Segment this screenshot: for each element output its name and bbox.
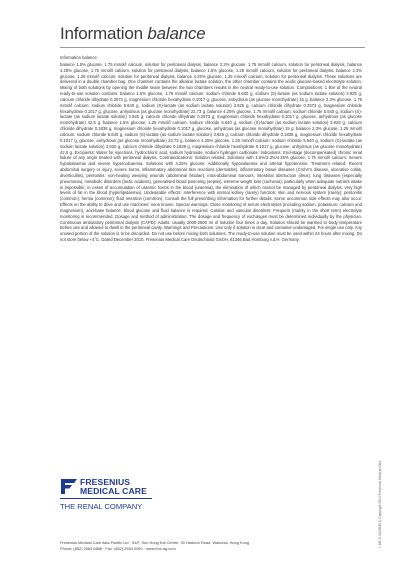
logo-divider (60, 498, 152, 499)
title-divider (60, 47, 365, 48)
logo-text-medical-care: MEDICAL CARE (80, 486, 147, 496)
footer-address: Fresenius Medical Care Asia Pacific Ltd · 51/F, Sun Hung Kai Centre, 30 Harbour Road, Wanchai, Hong Kong (60, 540, 250, 545)
section-heading: Information balance (60, 55, 97, 60)
footer-contact: Phone: (852) 2583 0888 · Fax: (852) 2583 0050 · www.fmc-ag.com (60, 546, 176, 551)
prescribing-information-text (60, 55, 362, 243)
body-paragraph: balance 1.5% glucose, 1.75 mmol/l calcium, solution for peritoneal dialysis, balance 2.3% glucose, 1.75 mmol/l calcium, solution for peritoneal dialysis, balance 4.25% glucose, 1.75 mmol/l calcium, solution for peritoneal dialysis, balance 1.5% glucose, 1.25 mmol/l calcium, solution for peritoneal dialysis, balance 2.3% glucose, 1.25 mmol/l calcium, solution for peritoneal dialysis, balance 4.25% glucose, 1.25 mmol/l calcium, solution for peritoneal dialysis. These solutions are delivered in a double chamber bag. One chamber contains the alkaline lactate solution, the other chamber contains the acidic glucose-based electrolyte solution. Mixing of both solutions by opening the middle seam between the two chambers results in the neutral ready-to-use solution. Compositions: 1 litre of the neutral ready-to-use solution contains: balance 1.5% glucose, 1.75 mmol/l calcium: sodium chloride 5.640 g, sodium (S)-lactate (as sodium lactate solution) 3.925 g, calcium chloride dihydrate 0.2573 g, magnesium chloride hexahydrate 0.1017 g, glucose, anhydrous (as glucose monohydrate) 15 g. balance 2.3% glucose, 1.75 mmol/l calcium: sodium chloride 5.640 g, sodium (S)-lactate (as sodium lactate solution) 3.925 g, calcium chloride dihydrate 0.2573 g, magnesium chloride hexahydrate 0.1017 g, glucose, anhydrous (as glucose monohydrate) 22.73 g. balance 4.25% glucose, 1.75 mmol/l calcium: sodium chloride 5.640 g, sodium (S)-lactate (as sodium lactate solution) 3.925 g, calcium chloride dihydrate 0.2573 g, magnesium chloride hexahydrate 0.1017 g, glucose, anhydrous (as glucose monohydrate) 42.5 g. balance 1.5% glucose, 1.25 mmol/l calcium: sodium chloride 5.640 g, sodium (S)-lactate (as sodium lactate solution) 3.925 g, calcium chloride dihydrate 0.1838 g, magnesium chloride hexahydrate 0.1017 g, glucose, anhydrous (as glucose monohydrate) 15 g. balance 2.3% glucose, 1.25 mmol/l calcium: sodium chloride 5.640 g, sodium (S)-lactate (as sodium lactate solution) 3.925 g, calcium chloride dihydrate 0.1838 g, magnesium chloride hexahydrate 0.1017 g, glucose, anhydrous (as glucose monohydrate) 22.73 g. balance 4.25% glucose, 1.25 mmol/l calcium: sodium chloride 5.640 g, sodium (S)-lactate (as sodium lactate solution) 3.925 g, calcium chloride dihydrate 0.1838 g, magnesium chloride hexahydrate 0.1017 g, glucose, anhydrous (as glucose monohydrate) 42.5 g. Excipients: Water for injections, hydrochloric acid, sodium hydroxide, sodium hydrogen carbonate. Indications: End-stage (decompensated) chronic renal failure of any origin treated with peritoneal dialysis. Contraindications: Solution related: Solutions with 1.5%/2.3%/4.25% glucose, 1.75 mmol/l calcium: Severe hypokalaemia and severe hypercalcaemia. Solutions with 4.25% glucose: Additionally hypovolaemia and arterial hypotension. Treatment related: Recent abdominal surgery or injury, severe burns, inflammatory abdominal skin reactions (dermatitis), inflammatory bowel diseases (Crohn's disease, ulcerative colitis, diverticulitis), peritonitis, non-healing weeping wounds (abdominal fistulae), intra-abdominal tumours, intestinal obstruction (ileus), lung diseases (especially pneumonia), metabolic disorders (lactic acidosis), generalised blood poisoning (sepsis), extreme weight loss (cachexia), particularly when adequate nutrient intake is impossible, in cases of accumulation of uraemic toxins in the blood (uraemia), the elimination of which cannot be managed by peritoneal dialysis, very high levels of fat in the blood (hyperlipidaemia). Undesirable effects: Interference with normal kidney (rarely) function; skin and nervous system (rarely); peritonitis (common); hernia (common); fluid retention (common). Consult the full prescribing information for further details. Some uncommon side effects may also occur. Effects on the ability to drive and use machines: none known. Special warnings: Close monitoring of serum electrolytes (including sodium, potassium, calcium and magnesium), acid-base balance, blood glucose and fluid balance is required. Cardiac and vascular disorders: Frequent (mainly in the short term) electrolyte monitoring is recommended. Dosage and method of administration: The dosage and frequency of exchanges must be determined individually by the physician. Continuous ambulatory peritoneal dialysis (CAPD): Adults: usually 2000-2500 ml of solution four times a day. Solution should be warmed to body temperature before use and allowed to dwell in the peritoneal cavity. Warnings and Precautions: Use only if solution is clear and container undamaged. For single use only. Any unused portion of the solution is to be discarded. Do not use before mixing both solutions. The ready-to-use solution must be used within 24 hours after mixing. Do not store below +4°C. Dated December 2010. Fresenius Medical Care Deutschland GmbH, 61346 Bad Homburg v.d.H. Germany. (60, 61, 362, 243)
page-title (60, 24, 206, 44)
page-title-regular: Information (60, 24, 148, 43)
fresenius-logo (60, 477, 180, 525)
logo-text-fresenius: FRESENIUS (80, 477, 131, 487)
logo-tagline: THE RENAL COMPANY (60, 502, 143, 511)
fresenius-logo-mark-icon (60, 478, 78, 495)
page-title-italic: balance (147, 24, 206, 43)
side-reference-code: 1 ME 5.15(VIBIE/1) Copyright 2014 Fresenius Medical Care (378, 460, 382, 548)
